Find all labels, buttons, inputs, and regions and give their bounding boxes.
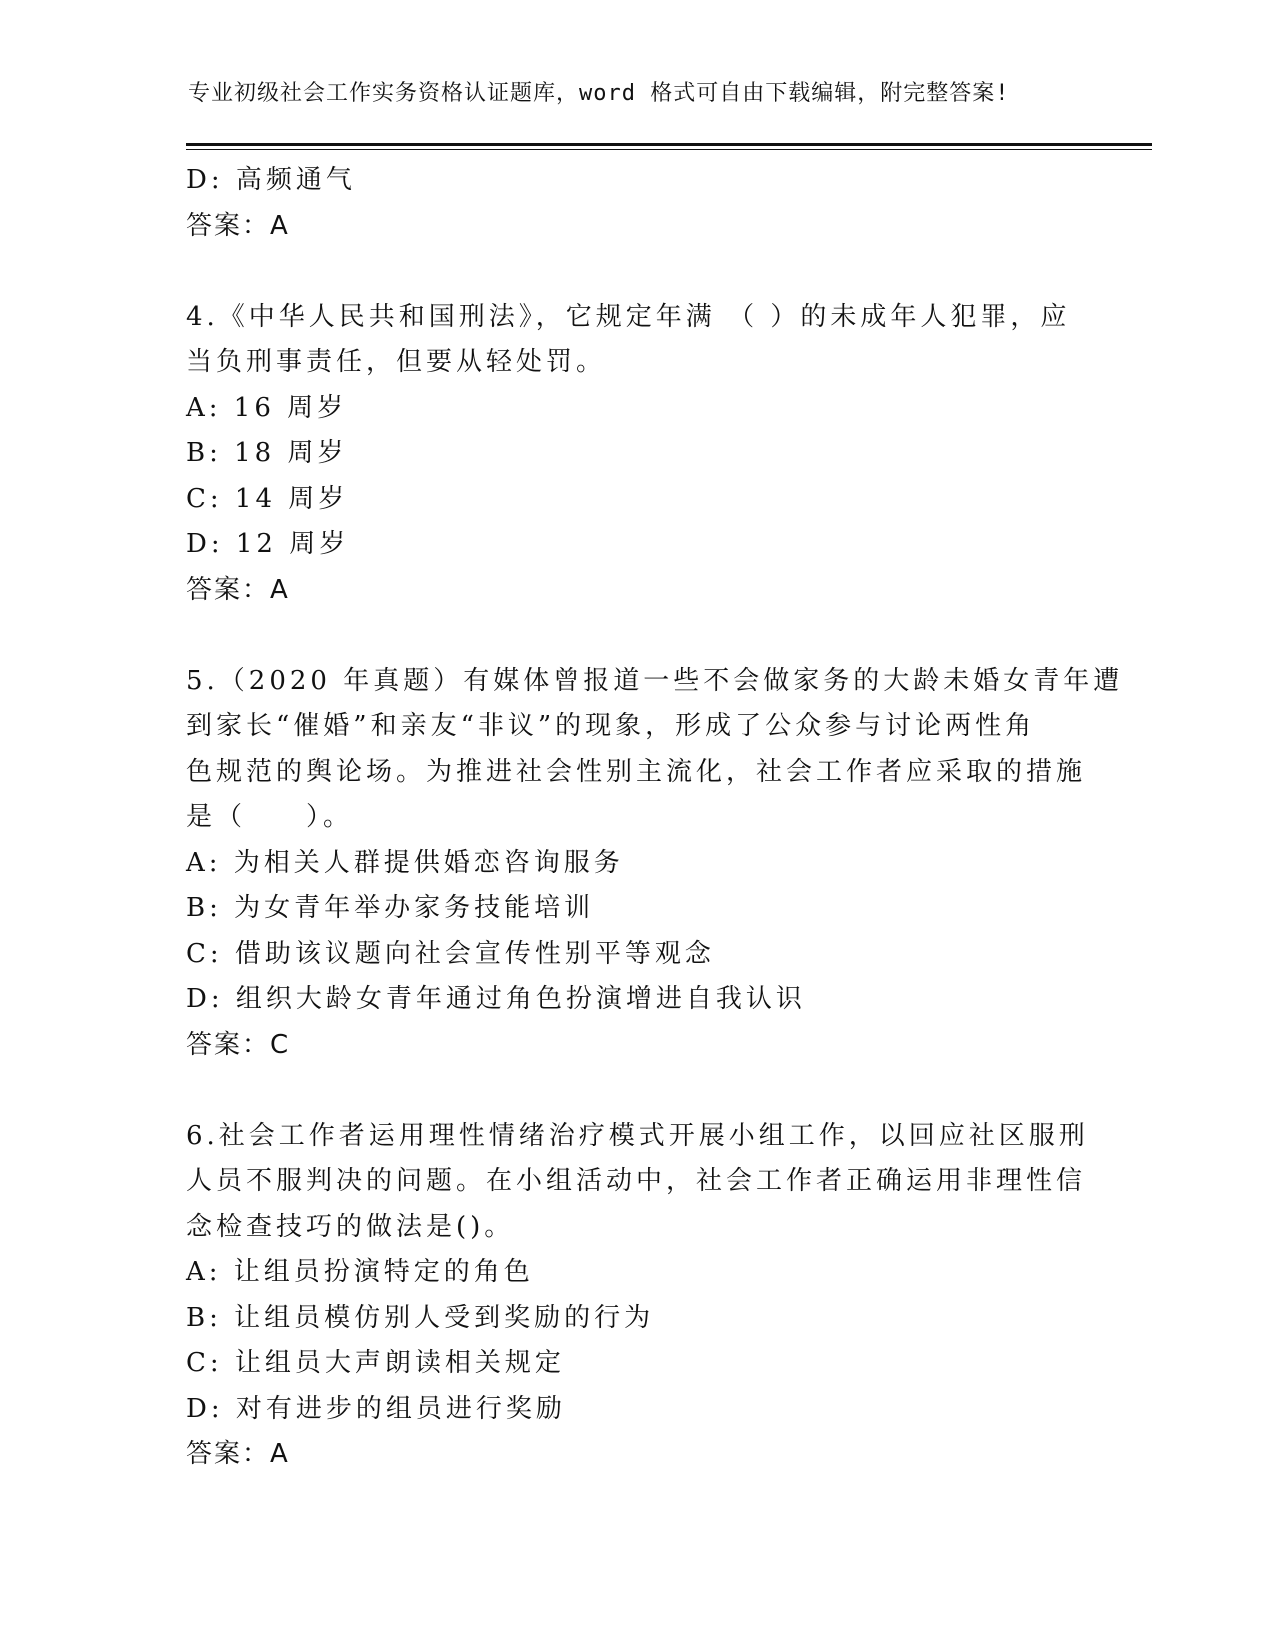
question-3-tail [186, 158, 1086, 249]
page-header: 专业初级社会工作实务资格认证题库，word 格式可自由下载编辑，附完整答案! [188, 81, 1010, 106]
spacer [186, 249, 1086, 295]
option-c: C: 让组员大声朗读相关规定 [186, 1348, 565, 1378]
question-stem-line: 是（ ）。 [186, 802, 354, 832]
spacer [186, 613, 1086, 659]
answer: 答案：A [186, 210, 290, 241]
question-stem-line: 5.（2020 年真题）有媒体曾报道一些不会做家务的大龄未婚女青年遭 [186, 665, 1124, 696]
option-a: A: 16 周岁 [186, 392, 348, 423]
answer: 答案：A [186, 574, 290, 605]
header-divider-thin [186, 149, 1152, 150]
question-4 [186, 295, 1086, 614]
question-stem-line: 色规范的舆论场。为推进社会性别主流化，社会工作者应采取的措施 [186, 756, 1087, 787]
question-stem-line: 当负刑事责任，但要从轻处罚。 [186, 347, 607, 377]
question-6 [186, 1114, 1089, 1478]
option-c: C: 借助该议题向社会宣传性别平等观念 [186, 938, 715, 969]
answer: 答案：C [186, 1029, 291, 1060]
option-a: A: 让组员扮演特定的角色 [186, 1257, 534, 1287]
option-d: D: 12 周岁 [186, 529, 350, 559]
option-a: A: 为相关人群提供婚恋咨询服务 [186, 847, 624, 878]
question-list [186, 158, 1124, 1478]
header-divider [186, 143, 1152, 146]
option-c: C: 14 周岁 [186, 483, 349, 514]
question-5 [186, 659, 1124, 1069]
option-b: B: 18 周岁 [186, 438, 348, 468]
question-stem-line: 人员不服判决的问题。在小组活动中，社会工作者正确运用非理性信 [186, 1166, 1087, 1196]
spacer [186, 1068, 1086, 1114]
option-d: D: 对有进步的组员进行奖励 [186, 1393, 566, 1424]
question-stem-line: 念检查技巧的做法是()。 [186, 1211, 515, 1242]
option-b: B: 为女青年举办家务技能培训 [186, 893, 595, 923]
question-stem-line: 6.社会工作者运用理性情绪治疗模式开展小组工作，以回应社区服刑 [186, 1120, 1089, 1151]
answer: 答案：A [186, 1439, 290, 1469]
option-d: D: 高频通气 [186, 165, 356, 195]
option-b: B: 让组员模仿别人受到奖励的行为 [186, 1302, 655, 1333]
question-stem-line: 4.《中华人民共和国刑法》，它规定年满 （ ）的未成年人犯罪，应 [186, 301, 1071, 332]
question-stem-line: 到家长“催婚”和亲友“非议”的现象，形成了公众参与讨论两性角 [186, 711, 1036, 741]
option-d: D: 组织大龄女青年通过角色扮演增进自我认识 [186, 984, 806, 1014]
